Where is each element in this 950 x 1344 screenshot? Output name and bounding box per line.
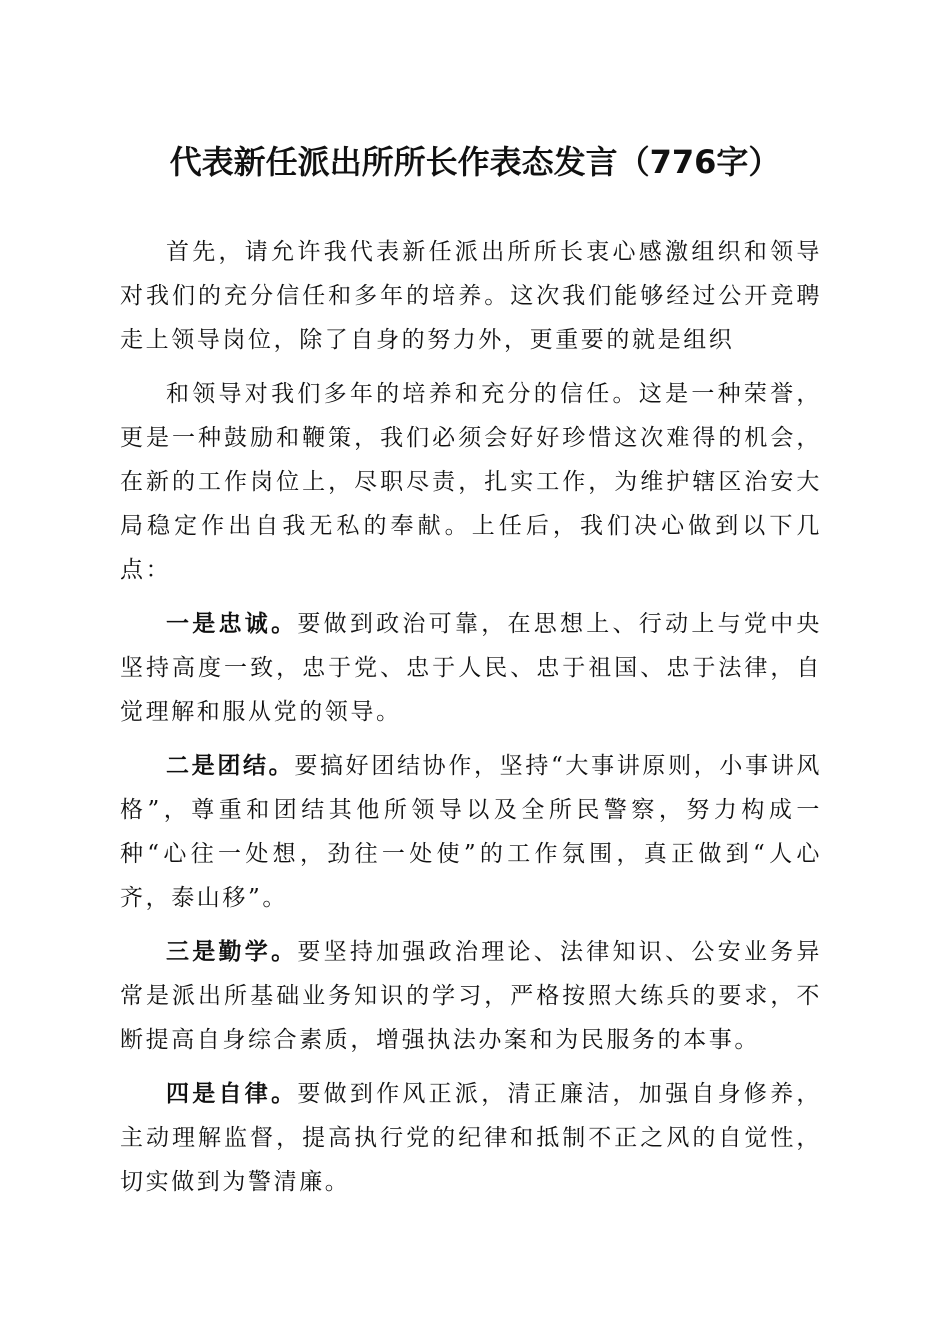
paragraph-study — [120, 930, 822, 1062]
paragraph-text: 要坚持加强政治理论、法律知识、公安业务异常是派出所基础业务知识的学习，严格按照大练兵的要求，不断提高自身综合素质，增强执法办案和为民服务的本事。 — [120, 939, 823, 1053]
paragraph-lead: 三是勤学。 — [166, 938, 298, 965]
paragraph-text: 要做到政治可靠，在思想上、行动上与党中央坚持高度一致，忠于党、忠于人民、忠于祖国、忠于法律，自觉理解和服从党的领导。 — [120, 611, 823, 725]
paragraph-unity — [120, 744, 822, 920]
document-body — [120, 230, 822, 1204]
paragraph-commitment — [120, 372, 822, 592]
document-title: 代表新任派出所所长作表态发言（776字） — [169, 143, 781, 181]
paragraph-text: 要做到作风正派，清正廉洁，加强自身修养，主动理解监督，提高执行党的纪律和抵制不正之风的自觉性，切实做到为警清廉。 — [120, 1081, 823, 1195]
paragraph-loyalty — [120, 602, 822, 734]
paragraph-text: 和领导对我们多年的培养和充分的信任。这是一种荣誉，更是一种鼓励和鞭策，我们必须会好好珍惜这次难得的机会，在新的工作岗位上，尽职尽责，扎实工作，为维护辖区治安大局稳定作出自我无私的奉献。上任后，我们决心做到以下几点： — [120, 381, 822, 583]
paragraph-text: 要搞好团结协作，坚持“大事讲原则，小事讲风格”，尊重和团结其他所领导以及全所民警察，努力构成一种“心往一处想，劲往一处使”的工作氛围，真正做到“人心齐，泰山移”。 — [120, 753, 822, 911]
paragraph-discipline — [120, 1072, 822, 1204]
paragraph-intro — [120, 230, 822, 362]
paragraph-text: 首先，请允许我代表新任派出所所长衷心感激组织和领导对我们的充分信任和多年的培养。这次我们能够经过公开竞聘走上领导岗位，除了自身的努力外，更重要的就是组织 — [120, 239, 822, 353]
paragraph-lead: 一是忠诚。 — [166, 610, 298, 637]
paragraph-lead: 二是团结。 — [166, 752, 295, 779]
paragraph-lead: 四是自律。 — [166, 1080, 298, 1107]
